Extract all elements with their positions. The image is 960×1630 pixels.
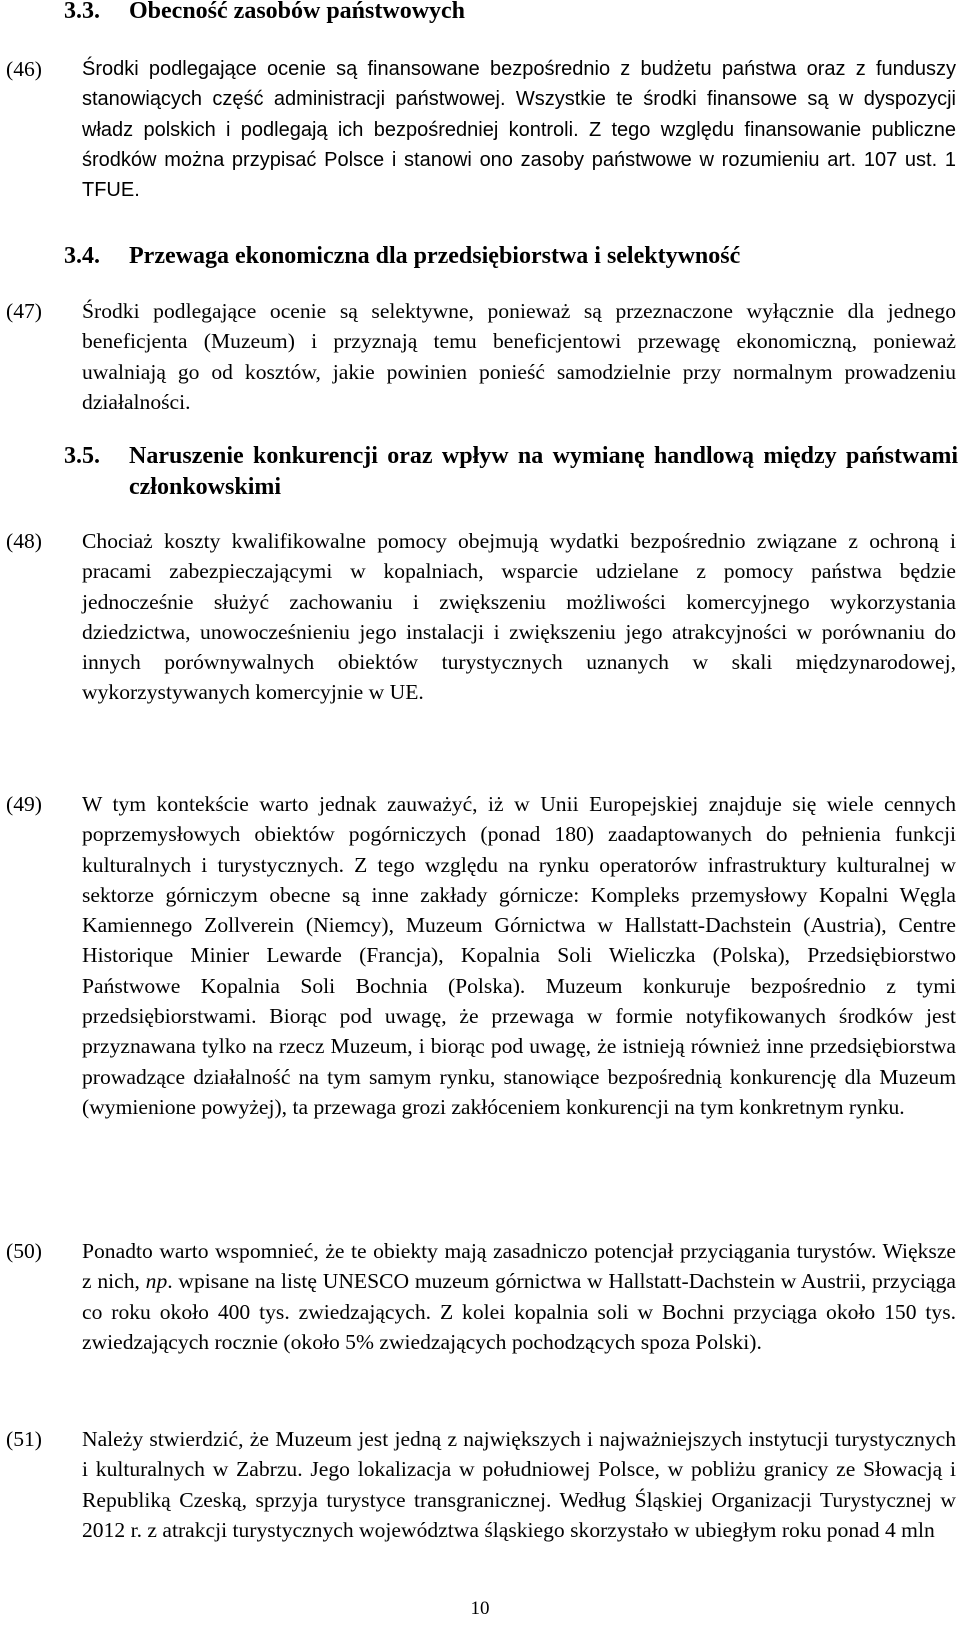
paragraph-text: W tym kontekście warto jednak zauważyć, iż w Unii Europejskiej znajduje się wiele cennych poprzemysłowych obiektów pogórniczych (ponad 180) zaadaptowanych do pełnienia funkcji kulturalnych i turystycznych. Z tego względu na rynku operatorów infrastruktury kulturalnej w sektorze górniczym obecne są inne zakłady górnicze: Kompleks przemysłowy Kopalni Węgla Kamiennego Zollverein (Niemcy), Muzeum Górnictwa w Hallstatt-Dachstein (Austria), Centre Historique Minier Lewarde (Francja), Kopalnia Soli Wieliczka (Polska), Przedsiębiorstwo Państwowe Kopalnia Soli Bochnia (Polska). Muzeum konkuruje bezpośrednio z tymi przedsiębiorstwami. Biorąc pod uwagę, że przewaga w formie notyfikowanych środków jest przyznawana tylko na rzecz Muzeum, i biorąc pod uwagę, że istnieją również inne przedsiębiorstwa prowadzące działalność na tym samym rynku, stanowiące bezpośrednią konkurencję dla Muzeum (wymienione powyżej), ta przewaga grozi zakłóceniem konkurencji na tym konkretnym rynku. <box>82 792 956 1119</box>
text-italic: np <box>145 1269 168 1294</box>
paragraph-text <box>82 1236 956 1357</box>
paragraph-48 <box>0 526 960 708</box>
paragraph-number: (51) <box>6 1427 42 1451</box>
section-heading-3-5 <box>64 441 960 503</box>
paragraph-49 <box>0 789 960 1122</box>
section-number: 3.3. <box>64 0 100 24</box>
section-number: 3.5. <box>64 443 100 469</box>
paragraph-51 <box>0 1424 960 1545</box>
paragraph-number: (48) <box>6 529 42 553</box>
section-title: Obecność zasobów państwowych <box>129 0 466 24</box>
text-after: . wpisane na listę UNESCO muzeum górnictwa w Hallstatt-Dachstein w Austrii, przyciąga co roku około 400 tys. zwiedzających. Z kolei kopalnia soli w Bochni przyciąga około 150 tys. zwiedzających rocznie (około 5% zwiedzających pochodzących spoza Polski). <box>82 1269 956 1354</box>
paragraph-text: Środki podlegające ocenie są selektywne, ponieważ są przeznaczone wyłącznie dla jednego beneficjenta (Muzeum) i przyznają temu beneficjentowi przewagę ekonomiczną, ponieważ uwalniają go od kosztów, jakie powinien ponieść samodzielnie przy normalnym prowadzeniu działalności. <box>82 299 956 414</box>
paragraph-number: (50) <box>6 1239 42 1263</box>
paragraph-text: Środki podlegające ocenie są finansowane bezpośrednio z budżetu państwa oraz z funduszy stanowiących część administracji państwowej. Wszystkie te środki finansowe są w dyspozycji władz polskich i podlegają ich bezpośredniej kontroli. Z tego względu finansowanie publiczne środków można przypisać Polsce i stanowi ono zasoby państwowe w rozumieniu art. 107 ust. 1 TFUE. <box>82 58 956 202</box>
paragraph-number: (49) <box>6 792 42 816</box>
paragraph-46 <box>0 54 960 205</box>
paragraph-text: Należy stwierdzić, że Muzeum jest jedną z największych i najważniejszych instytucji turystycznych i kulturalnych w Zabrzu. Jego lokalizacja w południowej Polsce, w pobliżu granicy ze Słowacją i Republiką Czeską, sprzyja turystyce transgranicznej. Według Śląskiej Organizacji Turystycznej w 2012 r. z atrakcji turystycznych województwa śląskiego skorzystało w ubiegłym roku ponad 4 mln <box>82 1427 956 1542</box>
section-heading-3-3 <box>64 0 960 27</box>
paragraph-47 <box>0 296 960 417</box>
paragraph-number: (47) <box>6 299 42 323</box>
text-before: Ponadto warto wspomnieć, że te obiekty mają zasadniczo potencjał przyciągania turystów. Większe z nich, <box>82 1239 956 1294</box>
paragraph-50 <box>0 1236 960 1357</box>
section-title: Naruszenie konkurencji oraz wpływ na wymianę handlową między państwami członkowskimi <box>129 443 958 500</box>
page-number: 10 <box>470 1598 490 1619</box>
section-number: 3.4. <box>64 243 100 269</box>
section-title: Przewaga ekonomiczna dla przedsiębiorstwa i selektywność <box>129 243 741 269</box>
paragraph-number: (46) <box>6 57 42 81</box>
section-heading-3-4 <box>64 241 960 272</box>
paragraph-text: Chociaż koszty kwalifikowalne pomocy obejmują wydatki bezpośrednio związane z ochroną i pracami zabezpieczającymi w kopalniach, wsparcie udzielane z pomocy państwa będzie jednocześnie służyć zachowaniu i zwiększeniu możliwości komercyjnego wykorzystania dziedzictwa, unowocześnieniu jego instalacji i zwiększeniu jego atrakcyjności w porównaniu do innych porównywalnych obiektów turystycznych uznanych w skali międzynarodowej, wykorzystywanych komercyjnie w UE. <box>82 529 956 705</box>
